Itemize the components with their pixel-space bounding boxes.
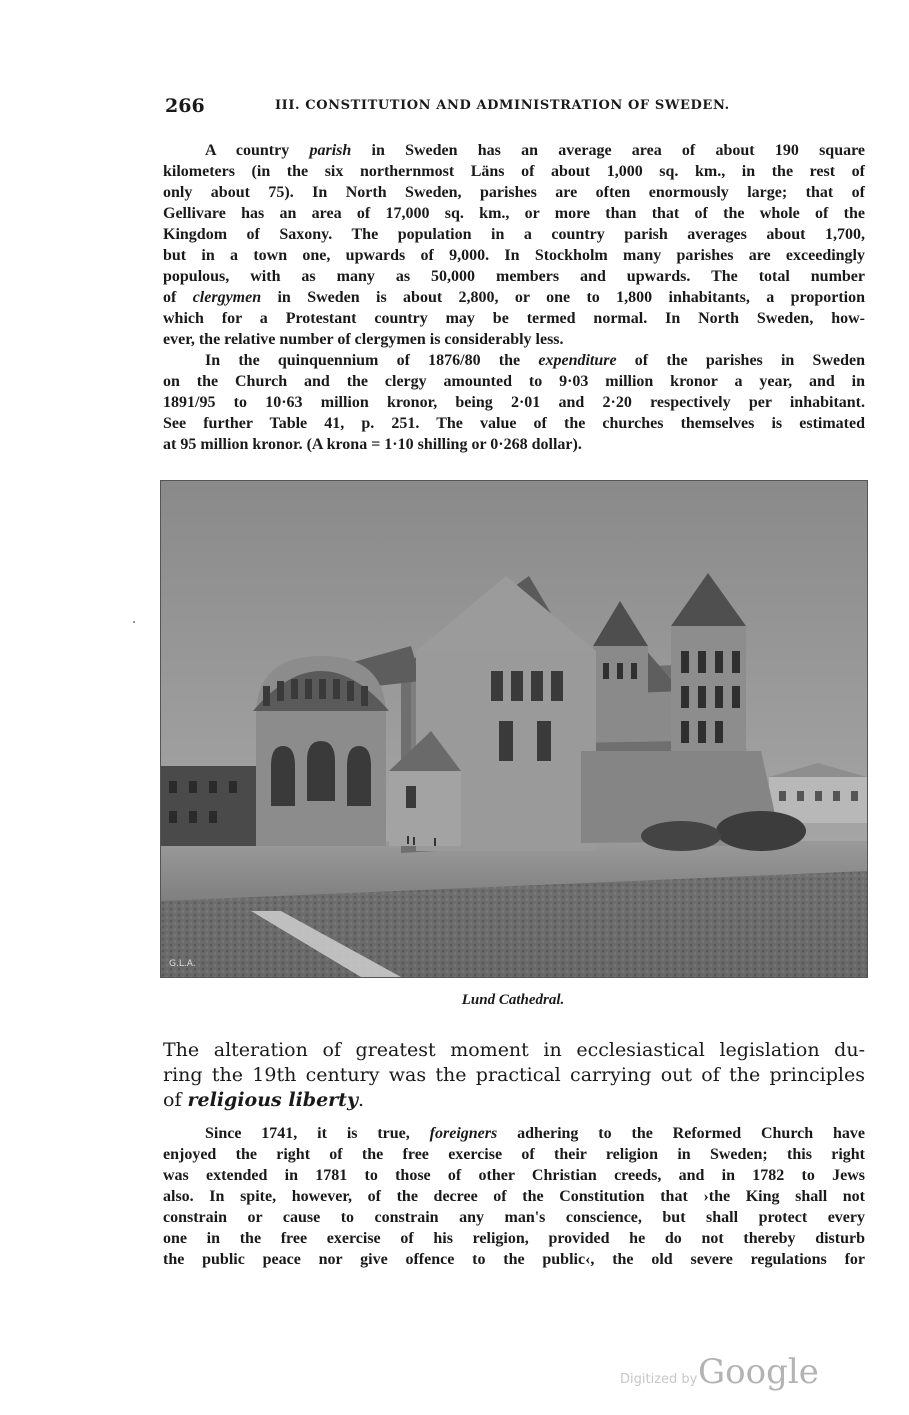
digitized-by-label: Digitized by xyxy=(620,1372,698,1387)
emphasis: foreigners xyxy=(429,1125,498,1142)
text-line: of clergymen in Sweden is about 2,800, or one to 1,800 inhabitants, a proportion xyxy=(163,289,866,306)
emphasis: religious liberty xyxy=(187,1089,358,1111)
text-line: one in the free exercise of his religion, provided he do not thereby disturb xyxy=(163,1230,865,1247)
cathedral-photograph xyxy=(160,480,868,978)
text-line: Since 1741, it is true, foreigners adhering to the Reformed Church have xyxy=(205,1125,865,1142)
figure-caption: Lund Cathedral. xyxy=(461,992,565,1008)
emphasis: expenditure xyxy=(538,352,617,369)
emphasis: clergymen xyxy=(192,289,262,306)
text-line: only about 75). In North Sweden, parishes are often enormously large; that of xyxy=(163,184,865,201)
text-line: was extended in 1781 to those of other Christian creeds, and in 1782 to Jews xyxy=(163,1167,865,1184)
text-line: of religious liberty. xyxy=(163,1089,365,1111)
running-head: III. CONSTITUTION AND ADMINISTRATION OF SWEDEN. xyxy=(275,98,730,113)
text-line: The alteration of greatest moment in ecclesiastical legislation du- xyxy=(163,1039,865,1061)
text-line: A country parish in Sweden has an average area of about 190 square xyxy=(205,142,865,159)
text-line: which for a Protestant country may be termed normal. In North Sweden, how- xyxy=(163,310,865,327)
page-header xyxy=(165,95,865,119)
paragraph-religious-liberty xyxy=(163,1123,865,1270)
text-line: also. In spite, however, of the decree of the Constitution that ›the King shall not xyxy=(163,1188,865,1205)
text-line: In the quinquennium of 1876/80 the expenditure of the parishes in Sweden xyxy=(205,352,866,369)
text-line: constrain or cause to constrain any man's conscience, but shall protect every xyxy=(163,1209,865,1226)
text-line: See further Table 41, p. 251. The value of the churches themselves is estimated xyxy=(163,415,865,432)
text-line: the public peace nor give offence to the public‹, the old severe regulations for xyxy=(163,1251,865,1268)
paragraph-parish xyxy=(163,140,865,350)
text-line: ring the 19th century was the practical carrying out of the principles xyxy=(163,1064,865,1086)
left-buildings xyxy=(161,766,256,846)
emphasis: parish xyxy=(309,142,352,159)
text-line: ever, the relative number of clergymen is considerably less. xyxy=(163,331,564,348)
text-line: at 95 million kronor. (A krona = 1·10 shilling or 0·268 dollar). xyxy=(163,436,582,453)
lead-paragraph xyxy=(163,1038,865,1113)
photo-signature-mark: G.L.A. xyxy=(169,959,196,969)
google-logo: Google xyxy=(698,1352,819,1392)
text-line: Gellivare has an area of 17,000 sq. km., or more than that of the whole of the xyxy=(163,205,865,222)
paragraph-expenditure xyxy=(163,350,865,455)
text-line: but in a town one, upwards of 9,000. In Stockholm many parishes are exceedingly xyxy=(163,247,865,264)
text-line: 1891/95 to 10·63 million kronor, being 2·01 and 2·20 respectively per inhabitant. xyxy=(163,394,865,411)
text-line: populous, with as many as 50,000 members and upwards. The total number xyxy=(163,268,865,285)
text-line: on the Church and the clergy amounted to 9·03 million kronor a year, and in xyxy=(163,373,865,390)
scan-speck xyxy=(133,621,135,623)
text-line: Kingdom of Saxony. The population in a country parish averages about 1,700, xyxy=(163,226,865,243)
page-number: 266 xyxy=(165,95,205,117)
text-line: kilometers (in the six northernmost Läns of about 1,000 sq. km., in the rest of xyxy=(163,163,865,180)
text-line: enjoyed the right of the free exercise of their religion in Sweden; this right xyxy=(163,1146,865,1163)
cathedral-illustration xyxy=(161,481,867,977)
